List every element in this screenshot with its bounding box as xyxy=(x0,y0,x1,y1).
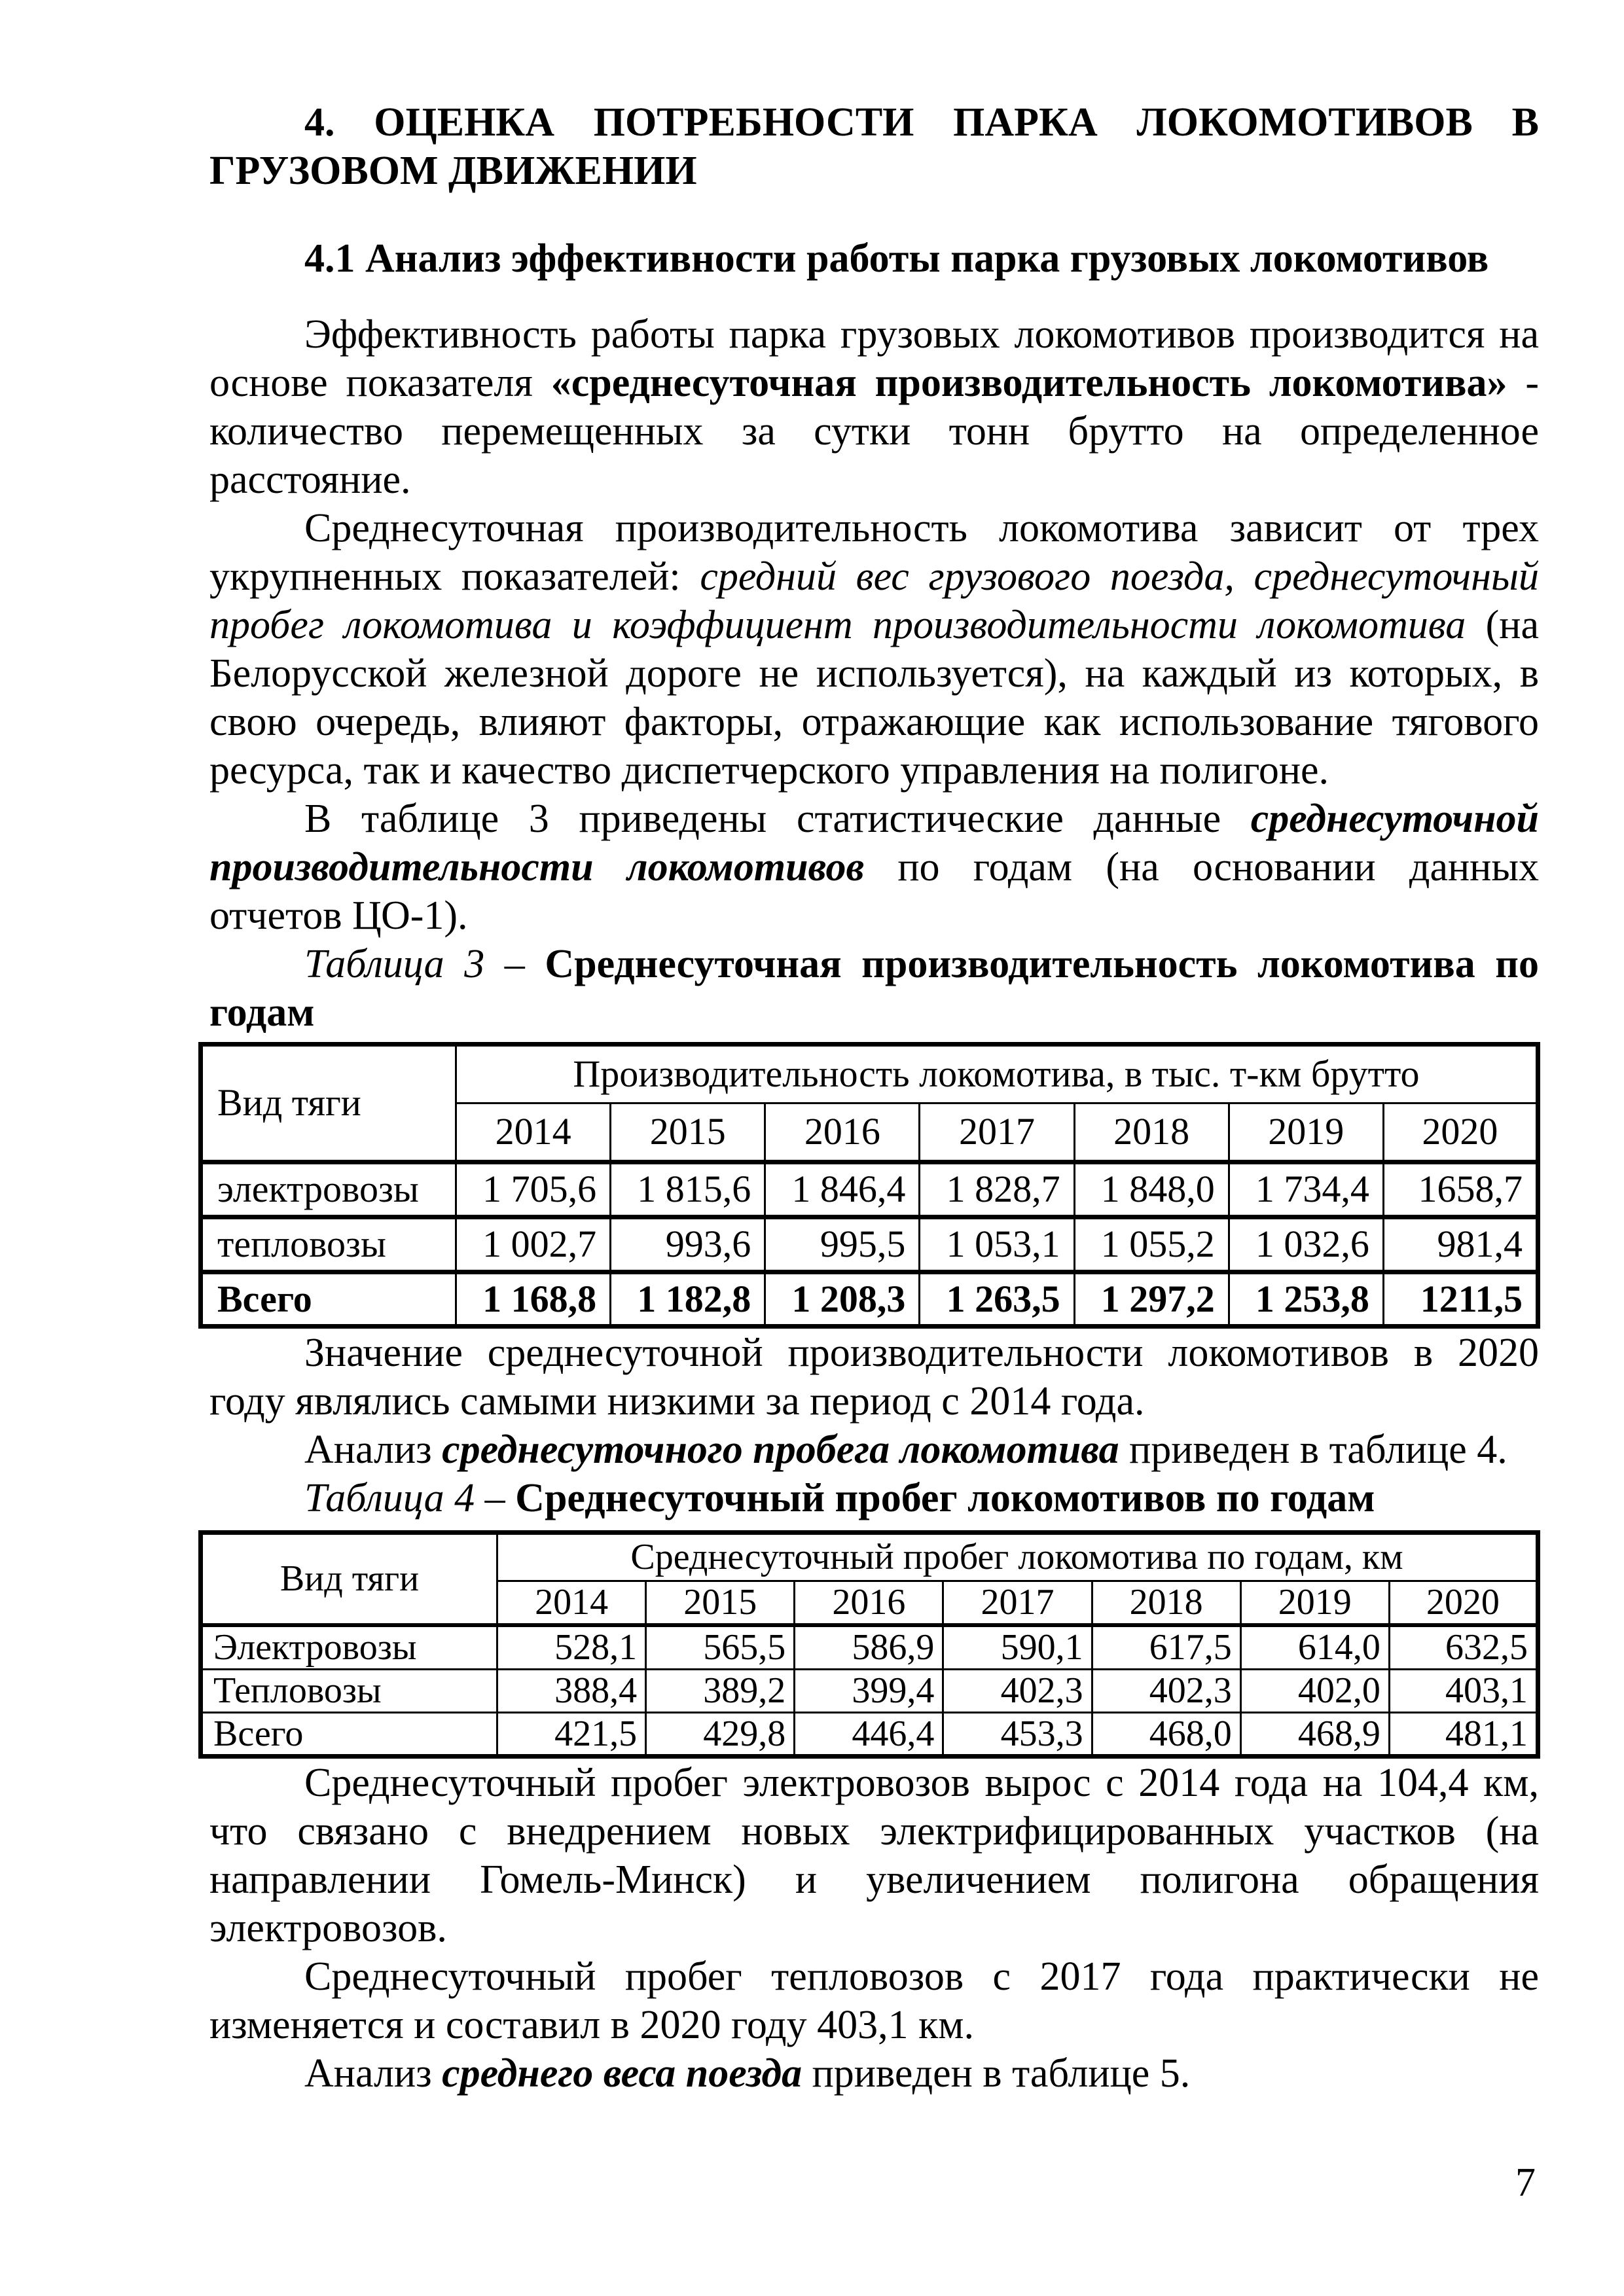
paragraph-table3-intro xyxy=(209,795,1539,940)
table-cell: 446,4 xyxy=(795,1712,943,1757)
table-cell: 1 182,8 xyxy=(611,1272,765,1327)
table-cell: 402,0 xyxy=(1240,1669,1389,1712)
table-row-label: электровозы xyxy=(201,1162,456,1217)
table-cell: 993,6 xyxy=(611,1217,765,1272)
table-locomotive-productivity xyxy=(198,1042,1540,1329)
table-cell: 468,9 xyxy=(1240,1712,1389,1757)
table-corner-cell: Вид тяги xyxy=(201,1533,497,1625)
table-row-label: Электровозы xyxy=(201,1625,497,1669)
table-row xyxy=(201,1712,1538,1757)
text-run-italic: средний вес грузового поезда, среднесуточный пробег локомотива и коэффициент производительности локомотива xyxy=(209,554,1539,647)
paragraph-electric-run-growth xyxy=(209,1759,1539,1952)
table-cell: 429,8 xyxy=(646,1712,795,1757)
paragraph-effectiveness xyxy=(209,310,1539,504)
text-run: приведен в таблице 4. xyxy=(1119,1427,1507,1473)
table-cell: 389,2 xyxy=(646,1669,795,1712)
table-row xyxy=(201,1217,1538,1272)
table-cell: 1 168,8 xyxy=(456,1272,611,1327)
paragraph-2020-lowest xyxy=(209,1329,1539,1426)
text-run: – xyxy=(475,1476,516,1521)
table-locomotive-daily-run xyxy=(198,1530,1540,1759)
table-cell: 388,4 xyxy=(497,1669,646,1712)
paragraph-table5-intro xyxy=(209,2049,1539,2098)
table-year-header: 2018 xyxy=(1092,1581,1240,1625)
table-cell: 399,4 xyxy=(795,1669,943,1712)
text-run: Анализ xyxy=(304,2051,442,2096)
table-cell: 528,1 xyxy=(497,1625,646,1669)
section-heading xyxy=(209,98,1539,195)
table-cell: 1 002,7 xyxy=(456,1217,611,1272)
paragraph-table4-intro xyxy=(209,1426,1539,1474)
table-cell: 1 846,4 xyxy=(765,1162,920,1217)
text-run-bold: Среднесуточная производительность локомотива по годам xyxy=(209,942,1540,1035)
table-year-header: 2020 xyxy=(1383,1103,1538,1162)
text-run: Среднесуточная производительность локомотива зависит от трех укрупненных показателей: xyxy=(209,506,1539,599)
paragraph-productivity-factors xyxy=(209,504,1539,795)
table-cell: 1 734,4 xyxy=(1229,1162,1383,1217)
table-row-label: Всего xyxy=(201,1712,497,1757)
table-row xyxy=(201,1045,1538,1103)
page-number: 7 xyxy=(1515,2161,1536,2205)
table-row xyxy=(201,1669,1538,1712)
text-run: – xyxy=(484,942,545,986)
table-cell: 981,4 xyxy=(1383,1217,1538,1272)
table4-caption xyxy=(209,1474,1539,1522)
table-cell: 403,1 xyxy=(1389,1669,1538,1712)
table-cell: 614,0 xyxy=(1240,1625,1389,1669)
paragraph-diesel-run xyxy=(209,1952,1539,2049)
table-year-header: 2016 xyxy=(795,1581,943,1625)
table-cell: 586,9 xyxy=(795,1625,943,1669)
subsection-heading: 4.1 Анализ эффективности работы парка грузовых локомотивов xyxy=(304,236,1489,281)
text-run: Значение среднесуточной производительности локомотивов в 2020 году являлись самыми низкими за период с 2014 года. xyxy=(209,1331,1539,1424)
table-cell: 1 828,7 xyxy=(920,1162,1074,1217)
text-run-bold-italic: среднего веса поезда xyxy=(442,2051,803,2096)
table-cell: 1 208,3 xyxy=(765,1272,920,1327)
table-row xyxy=(201,1625,1538,1669)
text-run: Эффективность работы парка грузовых локомотивов производится на основе показателя xyxy=(209,312,1539,405)
text-run: по годам (на основании данных отчетов ЦО-1). xyxy=(209,845,1539,938)
table-row-total xyxy=(201,1272,1538,1327)
table-cell: 1211,5 xyxy=(1383,1272,1538,1327)
table-year-header: 2017 xyxy=(920,1103,1074,1162)
text-run-bold: «среднесуточная производительность локомотива» xyxy=(550,361,1507,405)
text-run-italic: Таблица 4 xyxy=(304,1476,475,1521)
text-run: приведен в таблице 5. xyxy=(802,2051,1191,2096)
text-run-bold-italic: среднесуточного пробега локомотива xyxy=(442,1427,1119,1473)
table-year-header: 2020 xyxy=(1389,1581,1538,1625)
table-corner-cell: Вид тяги xyxy=(201,1045,456,1162)
table-cell: 565,5 xyxy=(646,1625,795,1669)
table-cell: 1 253,8 xyxy=(1229,1272,1383,1327)
table-row-label: Всего xyxy=(201,1272,456,1327)
table-cell: 995,5 xyxy=(765,1217,920,1272)
text-run: Среднесуточный пробег тепловозов с 2017 года практически не изменяется и составил в 2020 году 403,1 км. xyxy=(209,1954,1539,2048)
text-run: В таблице 3 приведены статистические данные xyxy=(304,797,1251,841)
table-cell: 402,3 xyxy=(1092,1669,1240,1712)
text-run-bold-italic: среднесуточной производительности локомотивов xyxy=(209,797,1539,889)
table-cell: 1 263,5 xyxy=(920,1272,1074,1327)
table-cell: 1 053,1 xyxy=(920,1217,1074,1272)
table-cell: 632,5 xyxy=(1389,1625,1538,1669)
table-cell: 421,5 xyxy=(497,1712,646,1757)
table-cell: 617,5 xyxy=(1092,1625,1240,1669)
table-cell: 468,0 xyxy=(1092,1712,1240,1757)
table-cell: 453,3 xyxy=(943,1712,1092,1757)
table-row-label: тепловозы xyxy=(201,1217,456,1272)
table-cell: 1658,7 xyxy=(1383,1162,1538,1217)
table-span-header: Среднесуточный пробег локомотива по годам, км xyxy=(497,1533,1538,1581)
table-year-header: 2017 xyxy=(943,1581,1092,1625)
text-run: Анализ xyxy=(304,1427,442,1473)
table-row-label: Тепловозы xyxy=(201,1669,497,1712)
table-year-header: 2015 xyxy=(646,1581,795,1625)
table-cell: 1 705,6 xyxy=(456,1162,611,1217)
text-run-italic: Таблица 3 xyxy=(304,942,485,986)
text-run: (на Белорусской железной дороге не используется), на каждый из которых, в свою очередь, влияют факторы, отражающие как использование тягового ресурса, так и качество диспетчерского управления на полигоне. xyxy=(209,603,1539,793)
table-cell: 1 055,2 xyxy=(1074,1217,1229,1272)
table-cell: 590,1 xyxy=(943,1625,1092,1669)
table-year-header: 2018 xyxy=(1074,1103,1229,1162)
table-cell: 1 848,0 xyxy=(1074,1162,1229,1217)
table-cell: 1 297,2 xyxy=(1074,1272,1229,1327)
text-run: Среднесуточный пробег электровозов вырос с 2014 года на 104,4 км, что связано с внедрением новых электрифицированных участков (на направлении Гомель-Минск) и увеличением полигона обращения электровозов. xyxy=(209,1761,1539,1951)
table-year-header: 2015 xyxy=(611,1103,765,1162)
table-year-header: 2019 xyxy=(1229,1103,1383,1162)
section-heading-line2: ГРУЗОВОМ ДВИЖЕНИИ xyxy=(209,149,697,193)
text-run: - количество перемещенных за сутки тонн брутто на определенное расстояние. xyxy=(209,361,1539,502)
table-cell: 1 032,6 xyxy=(1229,1217,1383,1272)
table3-caption xyxy=(209,940,1539,1037)
table-row xyxy=(201,1533,1538,1581)
table-year-header: 2014 xyxy=(497,1581,646,1625)
table-cell: 481,1 xyxy=(1389,1712,1538,1757)
table-cell: 402,3 xyxy=(943,1669,1092,1712)
text-run-bold: Среднесуточный пробег локомотивов по годам xyxy=(515,1476,1375,1521)
table-span-header: Производительность локомотива, в тыс. т-км брутто xyxy=(456,1045,1538,1103)
table-row xyxy=(201,1162,1538,1217)
table-cell: 1 815,6 xyxy=(611,1162,765,1217)
table-year-header: 2014 xyxy=(456,1103,611,1162)
table-year-header: 2016 xyxy=(765,1103,920,1162)
section-heading-line1: 4. ОЦЕНКА ПОТРЕБНОСТИ ПАРКА ЛОКОМОТИВОВ В xyxy=(304,100,1539,145)
table-year-header: 2019 xyxy=(1240,1581,1389,1625)
